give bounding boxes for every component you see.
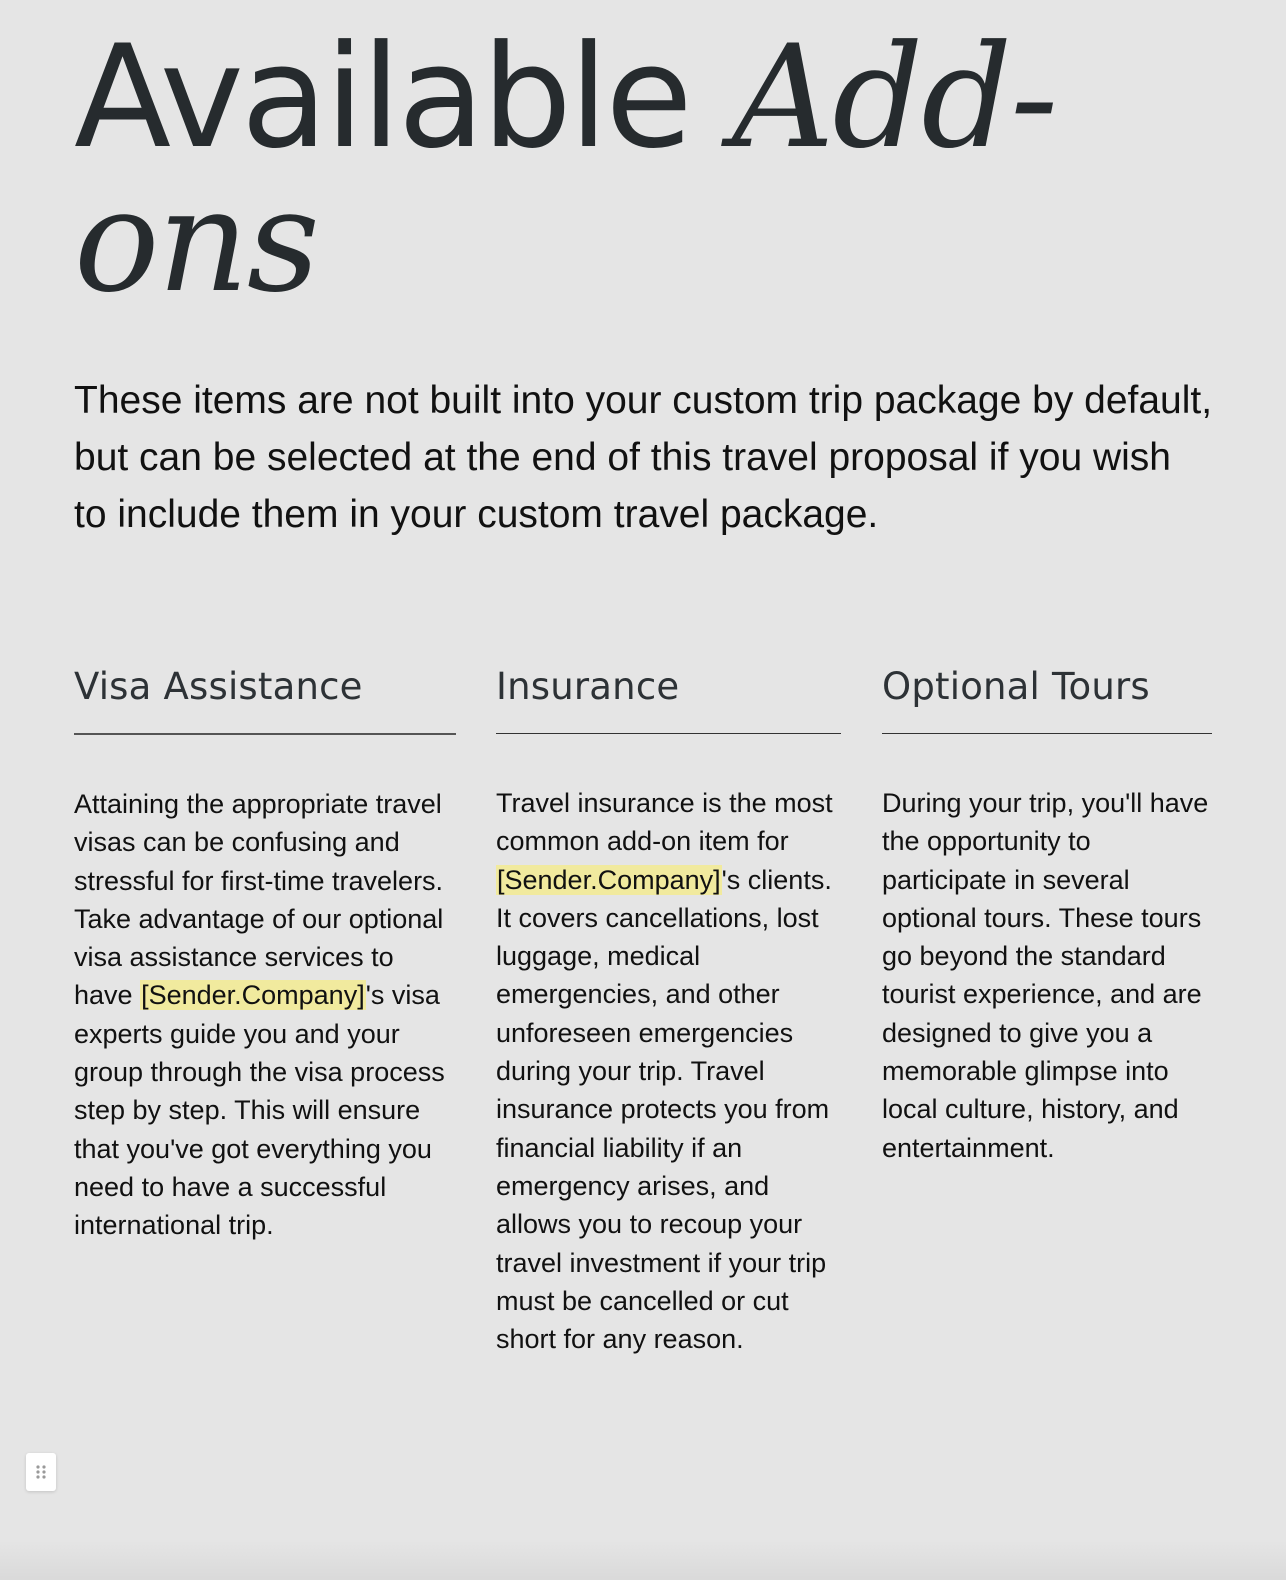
addon-text-visa-part2: 's visa experts guide you and your group through the visa process step by step. This will ensure that you've got everything you need to have a successful international trip. (74, 980, 445, 1241)
heading-divider (74, 733, 456, 735)
intro-paragraph: These items are not built into your custom trip package by default, but can be selected at the end of this travel proposal if you wish to include them in your custom travel package. (74, 379, 1213, 536)
drag-dots-icon (35, 1463, 47, 1481)
page-title (74, 15, 1234, 324)
title-accent: Add-ons (74, 15, 1057, 324)
heading-divider (882, 733, 1212, 734)
addon-text-tours: During your trip, you'll have the opportunity to participate in several optional tours. These tours go beyond the standard tourist experience, and are designed to give you a memorable glimpse into local culture, history, and entertainment. (882, 788, 1209, 1163)
block-drag-handle[interactable] (26, 1453, 56, 1491)
addon-text-insurance (496, 784, 841, 1358)
addon-column-visa (74, 660, 456, 1245)
title-plain: Available (74, 15, 732, 180)
addon-text-visa-part1: Attaining the appropriate travel visas can be confusing and stressful for first-time travelers. Take advantage of our optional visa assistance services to have (74, 789, 444, 1011)
heading-divider (496, 733, 841, 734)
addon-heading-insurance: Insurance (496, 665, 680, 708)
addon-text-visa (74, 785, 456, 1245)
addon-column-tours (882, 660, 1212, 1167)
addon-heading-visa: Visa Assistance (74, 665, 363, 708)
sender-company-variable[interactable]: [Sender.Company] (141, 980, 365, 1011)
addon-text-insurance-part1: Travel insurance is the most common add-on item for (496, 788, 833, 857)
addon-heading-tours: Optional Tours (882, 665, 1150, 708)
sender-company-variable[interactable]: [Sender.Company] (497, 864, 721, 895)
addon-column-insurance (496, 660, 841, 1358)
page-bottom-shadow (0, 1540, 1286, 1580)
addon-text-insurance-part2: 's clients. It covers cancellations, lost luggage, medical emergencies, and other unforeseen emergencies during your trip. Travel insurance protects you from financial liability if an emergency arises, and allows you to recoup your travel investment if your trip must be cancelled or cut short for any reason. (496, 864, 832, 1355)
